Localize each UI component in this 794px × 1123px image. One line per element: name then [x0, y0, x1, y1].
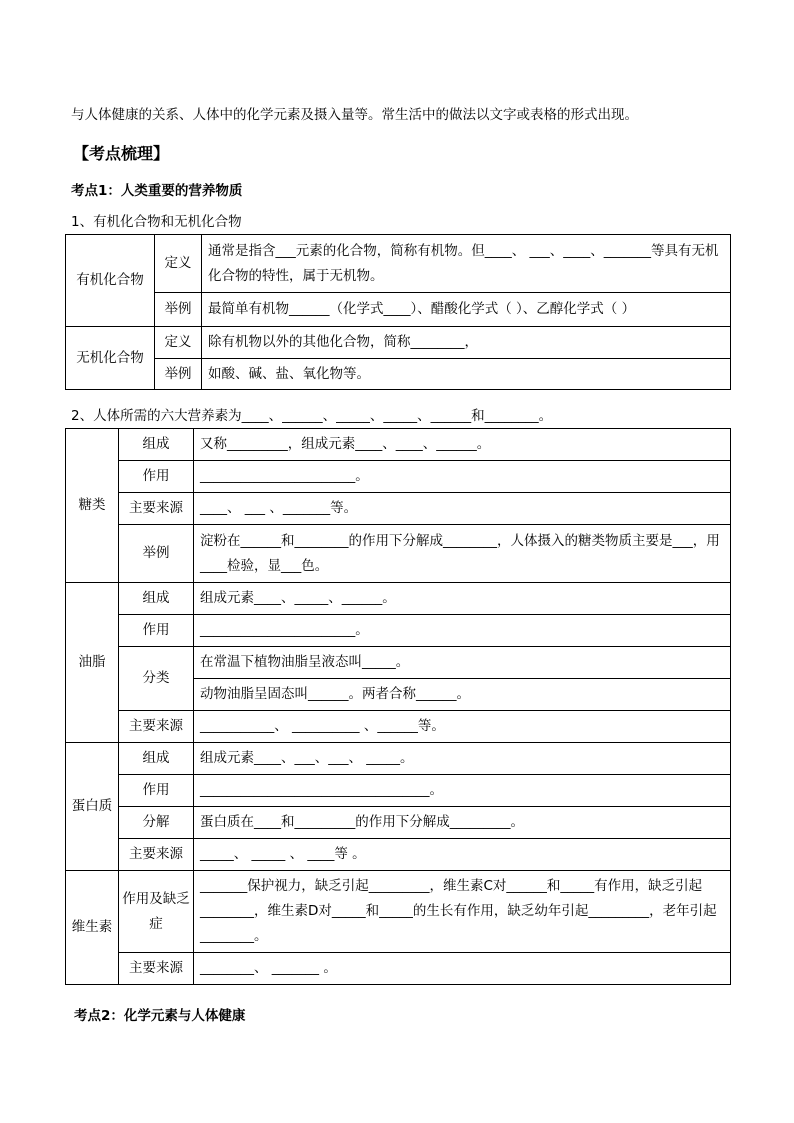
- protein-decompose-label: 分解: [119, 807, 194, 839]
- vitamin-source: ________、 _______ 。: [194, 953, 731, 985]
- organic-label: 有机化合物: [66, 235, 155, 327]
- inorganic-example: 如酸、碱、盐、氧化物等。: [202, 359, 731, 390]
- nutrients-table: [65, 428, 731, 985]
- fat-composition: 组成元素____、_____、______。: [194, 583, 731, 615]
- protein-function-label: 作用: [119, 775, 194, 807]
- protein-composition: 组成元素____、___、___、 _____。: [194, 743, 731, 775]
- inorganic-def: 除有机物以外的其他化合物，简称________，: [202, 327, 731, 359]
- inorganic-def-label: 定义: [155, 327, 202, 359]
- inorganic-label: 无机化合物: [66, 327, 155, 390]
- sugar-composition: 又称_________，组成元素____、____、______。: [194, 429, 731, 461]
- sugar-source: ____、 ___ 、_______等。: [194, 493, 731, 525]
- fat-source: ___________、 __________ 、______等。: [194, 711, 731, 743]
- kaodian2-title: 考点2：化学元素与人体健康: [74, 1008, 246, 1024]
- sugar-example: 淀粉在______和________的作用下分解成________，人体摄入的糖类物质主要是___，用____检验，显___色。: [194, 525, 731, 583]
- sugar-example-label: 举例: [119, 525, 194, 583]
- kaodian1-title: 考点1：人类重要的营养物质: [71, 183, 243, 199]
- protein-function: __________________________________。: [194, 775, 731, 807]
- section-heading: 【考点梳理】: [73, 144, 170, 163]
- fat-classify-2: 动物油脂呈固态叫______。两者合称______。: [194, 679, 731, 711]
- organic-example: 最简单有机物______（化学式____）、醋酸化学式（ ）、乙醇化学式（ ）: [202, 293, 731, 327]
- fat-classify-1: 在常温下植物油脂呈液态叫_____。: [194, 647, 731, 679]
- fat-composition-label: 组成: [119, 583, 194, 615]
- organic-def: 通常是指含___元素的化合物，简称有机物。但____、 ___、____、_______等具有无机化合物的特性，属于无机物。: [202, 235, 731, 293]
- vitamin-label: 维生素: [66, 871, 119, 985]
- protein-label: 蛋白质: [66, 743, 119, 871]
- sugar-source-label: 主要来源: [119, 493, 194, 525]
- inorganic-example-label: 举例: [155, 359, 202, 390]
- protein-composition-label: 组成: [119, 743, 194, 775]
- sugar-function-label: 作用: [119, 461, 194, 493]
- fat-classify-label: 分类: [119, 647, 194, 711]
- vitamin-function: _______保护视力，缺乏引起_________，维生素C对______和_____有作用，缺乏引起________，维生素D对_____和_____的生长有作用，缺乏幼年引起_________，老年引起________。: [194, 871, 731, 953]
- protein-source-label: 主要来源: [119, 839, 194, 871]
- protein-source: _____、 _____ 、 ____等 。: [194, 839, 731, 871]
- sugar-function: _______________________。: [194, 461, 731, 493]
- organic-example-label: 举例: [155, 293, 202, 327]
- intro-text: 与人体健康的关系、人体中的化学元素及摄入量等。常生活中的做法以文字或表格的形式出现。: [71, 107, 638, 123]
- fat-source-label: 主要来源: [119, 711, 194, 743]
- section1-title: 1、有机化合物和无机化合物: [71, 214, 242, 230]
- organic-def-label: 定义: [155, 235, 202, 293]
- sugar-composition-label: 组成: [119, 429, 194, 461]
- vitamin-function-label: 作用及缺乏症: [119, 871, 194, 953]
- organic-inorganic-table: [65, 234, 731, 390]
- sugar-label: 糖类: [66, 429, 119, 583]
- vitamin-source-label: 主要来源: [119, 953, 194, 985]
- fat-label: 油脂: [66, 583, 119, 743]
- protein-decompose: 蛋白质在____和_________的作用下分解成_________。: [194, 807, 731, 839]
- section2-title: 2、人体所需的六大营养素为____、______、_____、_____、______和________。: [71, 408, 553, 424]
- fat-function-label: 作用: [119, 615, 194, 647]
- fat-function: _______________________。: [194, 615, 731, 647]
